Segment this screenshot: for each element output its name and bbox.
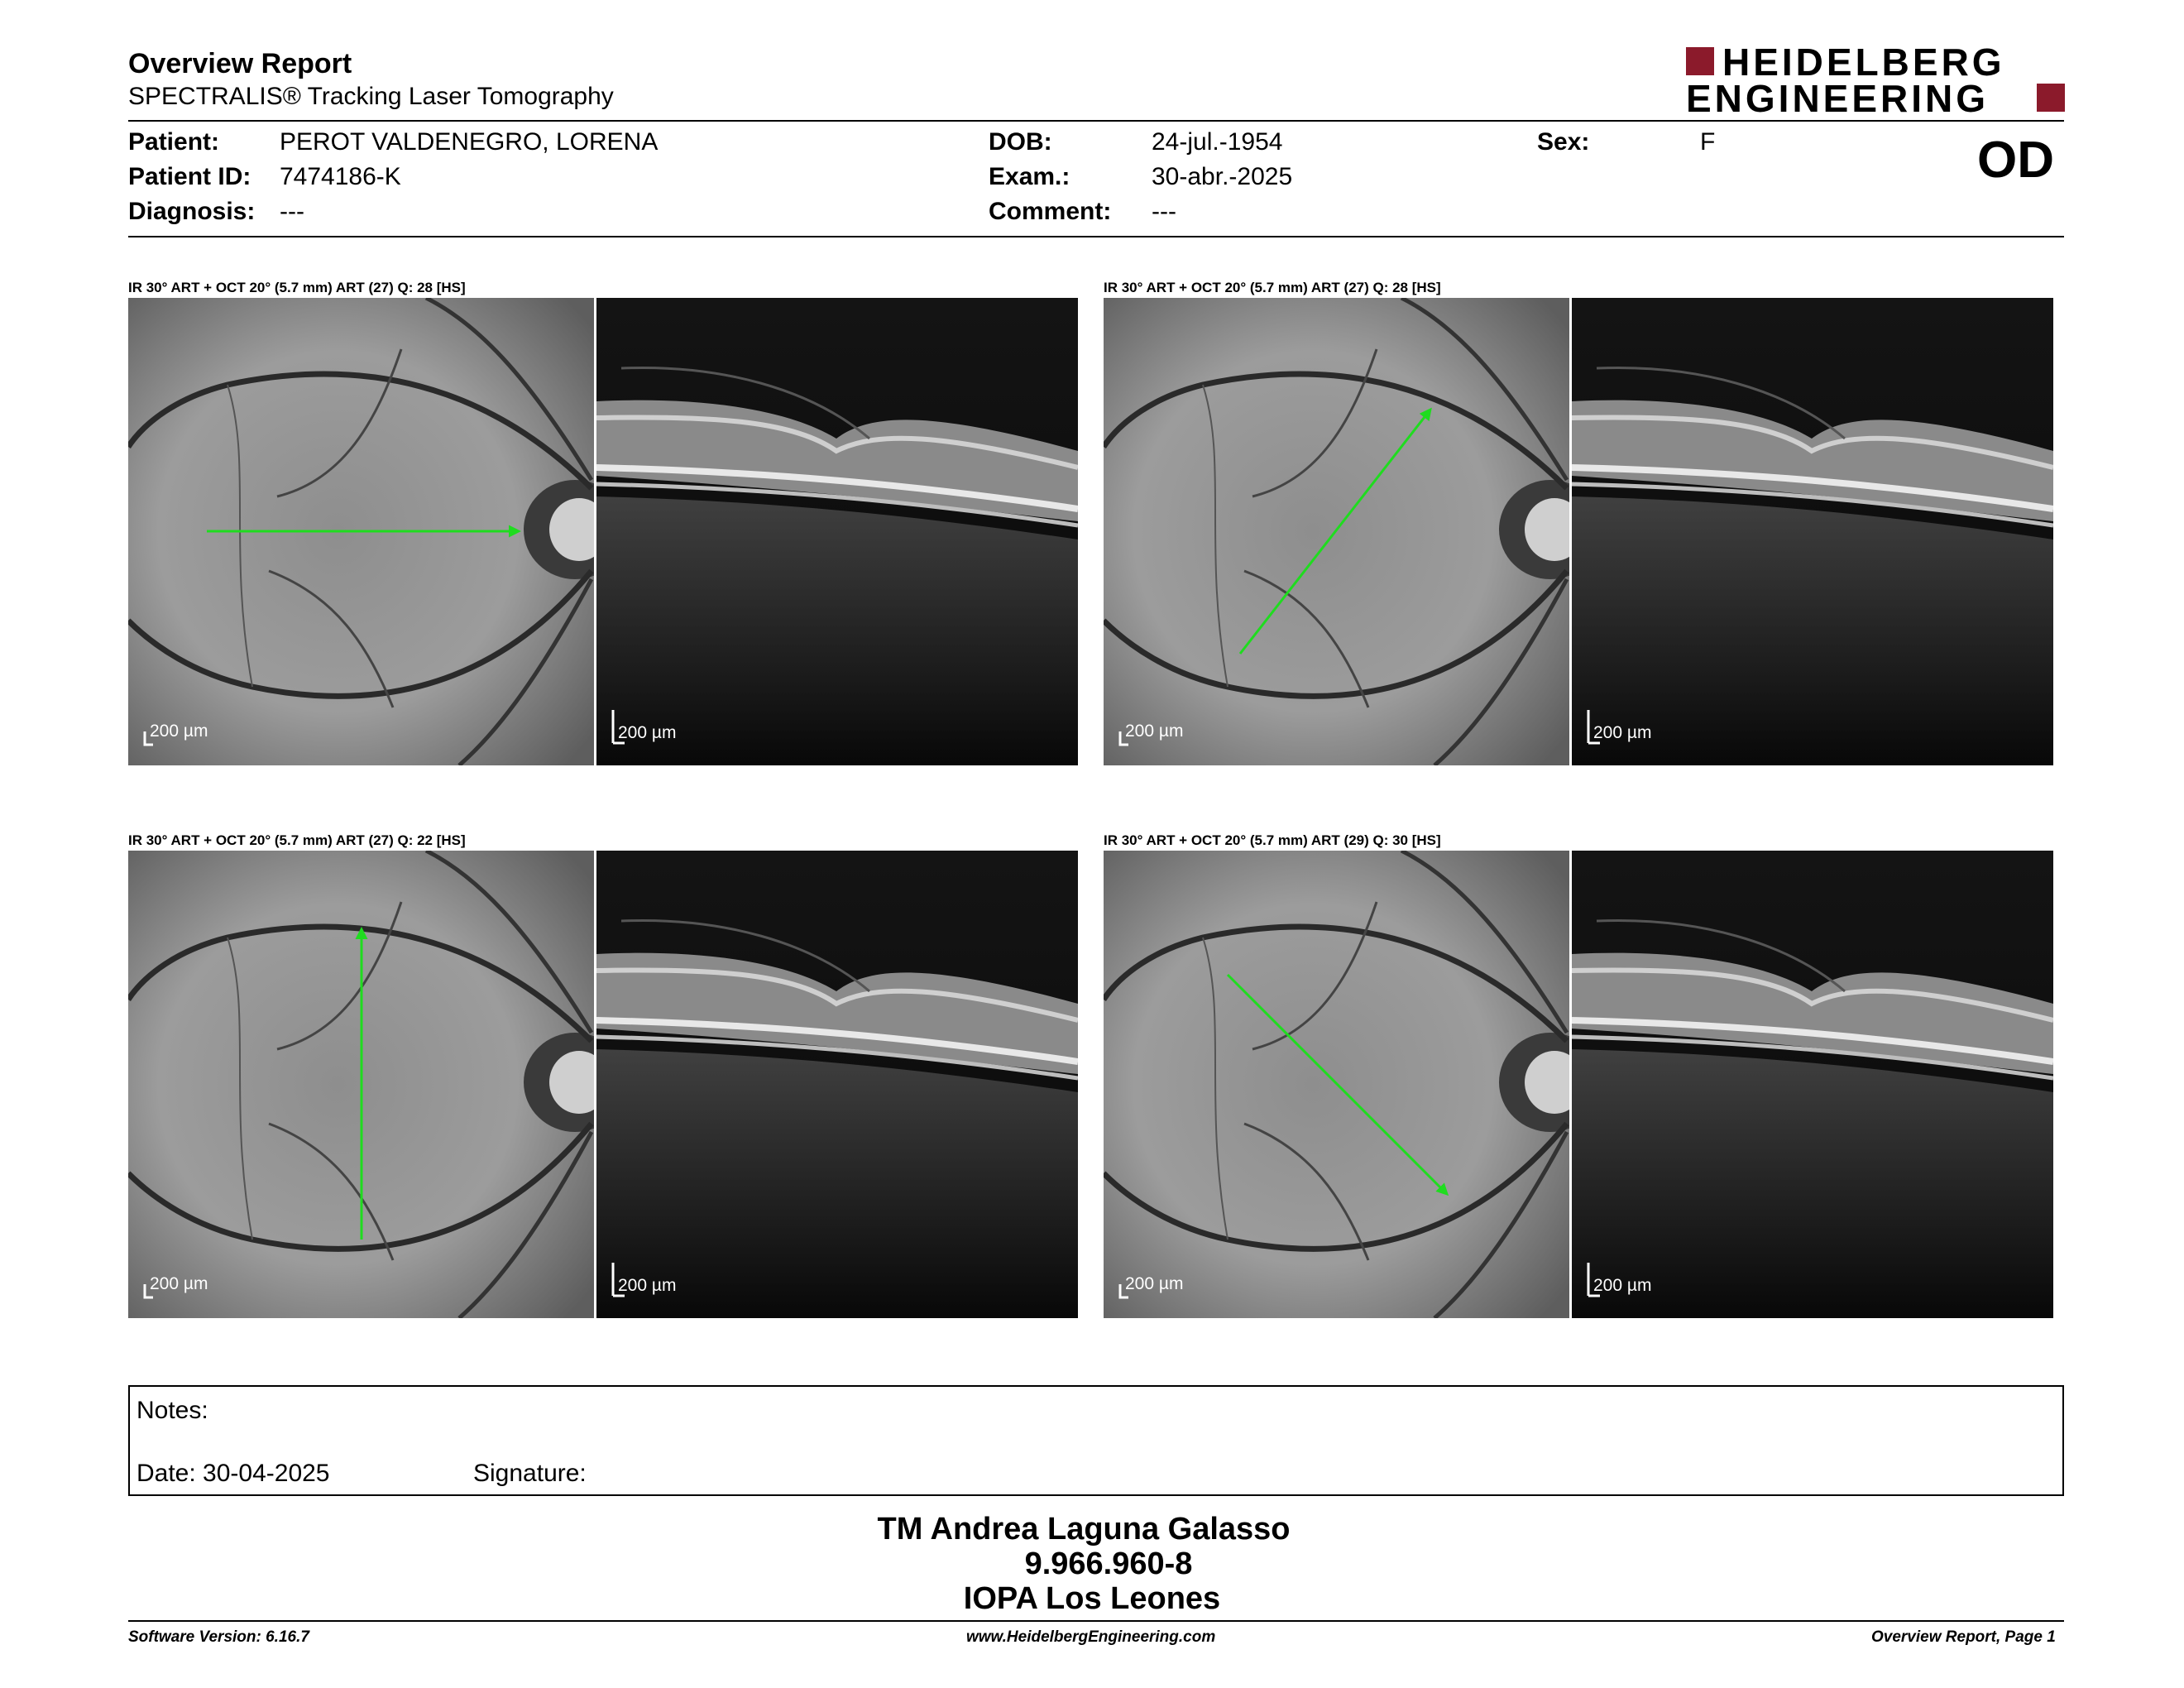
notes-date: Date: 30-04-2025 [136,1460,330,1487]
oct-scale-label: 200 µm [618,723,677,742]
logo-square-top [1686,47,1714,75]
fundus-image[interactable] [1104,298,1569,765]
sex-value: F [1700,128,1716,156]
info-divider [128,236,2064,237]
oct-scale-label: 200 µm [618,1276,677,1295]
fundus-scale-label: 200 µm [150,1274,208,1293]
oct-image[interactable] [1572,298,2053,765]
sex-label: Sex: [1537,128,1590,156]
patient-value: PEROT VALDENEGRO, LORENA [280,128,659,156]
notes-signature-label: Signature: [473,1460,587,1487]
logo-square-bottom [2037,84,2065,112]
dob-label: DOB: [989,128,1052,156]
comment-label: Comment: [989,198,1112,225]
notes-box [128,1385,2064,1496]
oct-image[interactable] [596,851,1078,1318]
exam-value: 30-abr.-2025 [1152,163,1293,190]
logo-line-2: ENGINEERING [1686,77,1990,120]
fundus-image[interactable] [128,851,594,1318]
logo-line-1: HEIDELBERG [1722,41,2005,84]
panel-caption: IR 30° ART + OCT 20° (5.7 mm) ART (27) Q: 28 [HS] [1104,280,1441,295]
oct-scale-label: 200 µm [1593,723,1652,742]
diagnosis-value: --- [280,198,304,225]
panel-caption: IR 30° ART + OCT 20° (5.7 mm) ART (27) Q: 28 [HS] [128,280,466,295]
footer-divider [128,1620,2064,1622]
report-title: Overview Report [128,48,352,79]
fundus-image[interactable] [1104,851,1569,1318]
oct-image[interactable] [596,298,1078,765]
patient-label: Patient: [128,128,220,156]
patient-id-label: Patient ID: [128,163,251,190]
exam-label: Exam.: [989,163,1070,190]
fundus-image[interactable] [128,298,594,765]
signature-name: TM Andrea Laguna Galasso [877,1512,1291,1547]
signature-institution: IOPA Los Leones [963,1581,1221,1616]
footer-website[interactable]: www.HeidelbergEngineering.com [966,1628,1216,1646]
report-subtitle: SPECTRALIS® Tracking Laser Tomography [128,83,614,110]
diagnosis-label: Diagnosis: [128,198,256,225]
oct-scale-label: 200 µm [1593,1276,1652,1295]
header-divider [128,120,2064,122]
footer-software-version: Software Version: 6.16.7 [128,1628,309,1646]
signature-id: 9.966.960-8 [1024,1547,1193,1581]
fundus-scale-label: 200 µm [150,722,208,741]
panel-caption: IR 30° ART + OCT 20° (5.7 mm) ART (29) Q: 30 [HS] [1104,832,1441,848]
comment-value: --- [1152,198,1176,225]
patient-id-value: 7474186-K [280,163,401,190]
eye-indicator: OD [1977,132,2054,189]
footer-page: Overview Report, Page 1 [1871,1628,2056,1646]
panel-caption: IR 30° ART + OCT 20° (5.7 mm) ART (27) Q: 22 [HS] [128,832,466,848]
oct-image[interactable] [1572,851,2053,1318]
fundus-scale-label: 200 µm [1125,1274,1184,1293]
dob-value: 24-jul.-1954 [1152,128,1283,156]
heidelberg-logo [1686,41,2067,120]
fundus-scale-label: 200 µm [1125,722,1184,741]
notes-label: Notes: [136,1397,208,1424]
